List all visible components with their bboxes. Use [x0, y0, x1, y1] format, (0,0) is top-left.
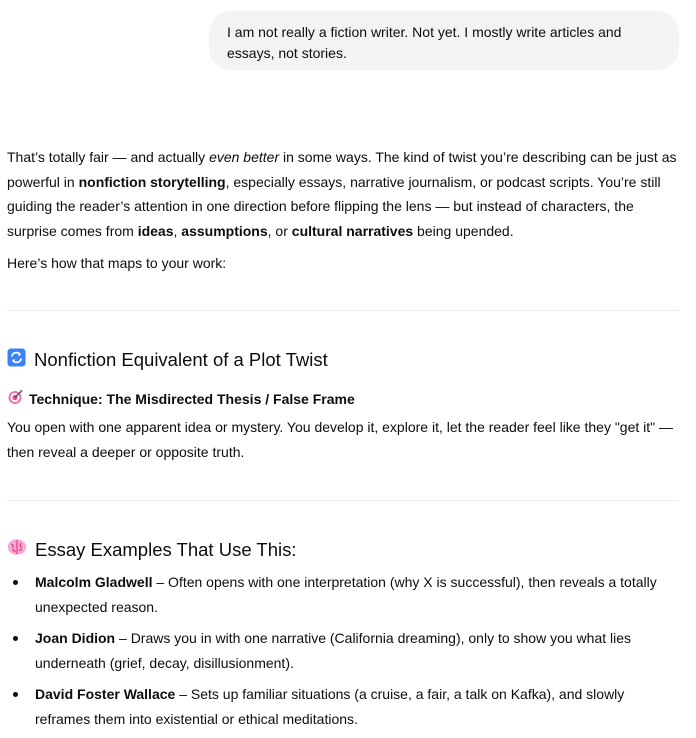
technique-name: The Misdirected Thesis / False Frame [106, 390, 355, 407]
text-run: being upended. [413, 222, 514, 239]
author-name: Joan Didion [35, 630, 116, 646]
section-heading-essay-examples [7, 538, 297, 561]
emphasis-text: even better [209, 149, 280, 165]
technique-label: Technique: [29, 390, 103, 407]
technique-description: You open with one apparent idea or mystery. You develop it, explore it, let the reader feel like they "get it" — then reveal a deeper or opposite truth. [7, 419, 674, 460]
response-paragraph-intro [7, 145, 679, 243]
essay-examples-list [7, 570, 679, 738]
user-message-text: I am not really a fiction writer. Not yet. I mostly write articles and essays, not stories. [227, 24, 622, 61]
list-item [7, 682, 679, 731]
text-run: , [173, 222, 182, 239]
text-run: in some ways. The kind of twist you’re describing can be just as powerful in [7, 149, 677, 190]
cycle-arrows-icon [7, 348, 26, 372]
response-paragraph-transition: Here’s how that maps to your work: [7, 255, 227, 271]
user-message-bubble [209, 11, 679, 70]
technique-line [7, 389, 355, 408]
section-heading-text: Nonfiction Equivalent of a Plot Twist [34, 349, 328, 370]
bold-text: assumptions [181, 222, 268, 239]
divider [7, 500, 679, 501]
target-icon [7, 389, 23, 408]
bold-text: ideas [137, 222, 174, 239]
author-name: Malcolm Gladwell [35, 574, 153, 590]
divider [7, 310, 679, 311]
author-description: – Often opens with one interpretation (why X is successful), then reveals a totally unexpected reason. [35, 574, 657, 615]
author-description: – Draws you in with one narrative (California dreaming), only to show you what lies underneath (grief, decay, disillusionment). [35, 630, 632, 671]
text-run: That’s totally fair — and actually [7, 149, 210, 165]
text-run: , especially essays, narrative journalism, or podcast scripts. You’re still guiding the reader’s attention in one direction before flipping the lens — but instead of characters, the surprise comes from [7, 173, 661, 239]
author-name: David Foster Wallace [35, 686, 176, 702]
list-item [7, 570, 679, 619]
brain-icon [7, 538, 27, 561]
bold-text: cultural narratives [291, 222, 414, 239]
text-run: , or [267, 222, 292, 239]
list-item [7, 626, 679, 675]
section-heading-text: Essay Examples That Use This: [35, 538, 297, 560]
author-description: – Sets up familiar situations (a cruise, a fair, a talk on Kafka), and slowly reframes them into existential or ethical meditations. [35, 686, 625, 727]
bold-text: nonfiction storytelling [78, 173, 226, 190]
section-heading-plot-twist [7, 348, 328, 372]
